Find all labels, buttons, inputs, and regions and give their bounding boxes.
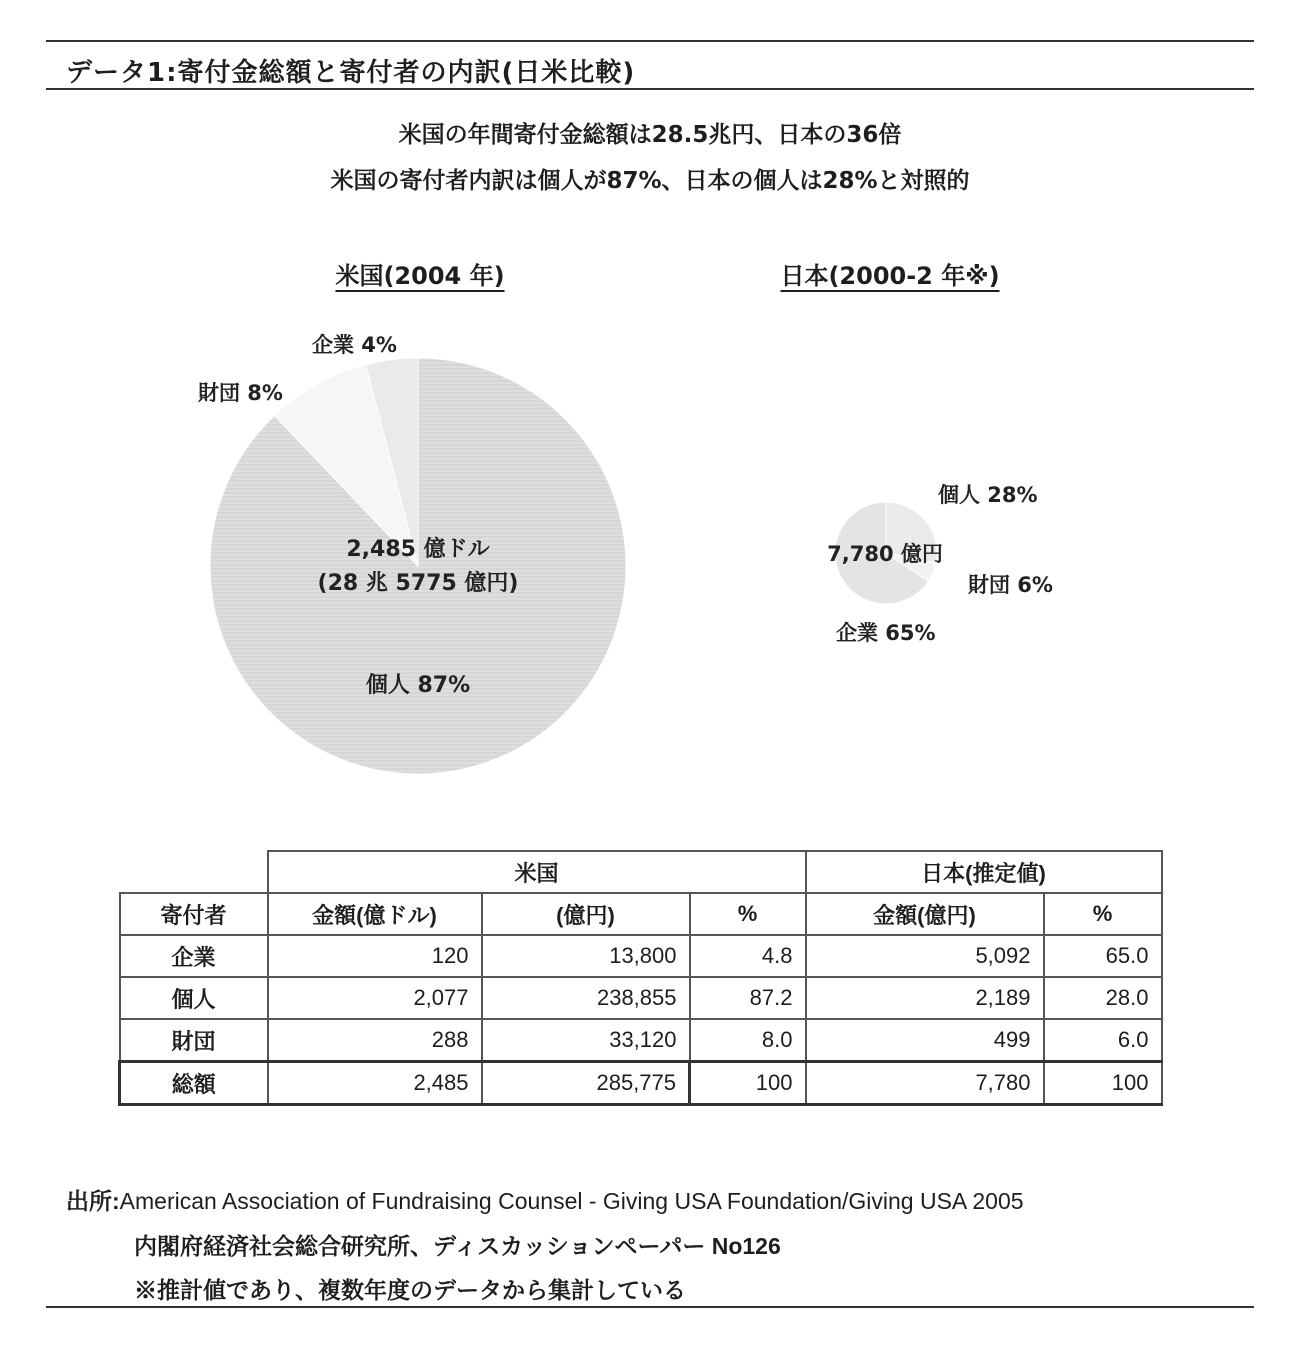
us-center-label-1: 2,485 億ドル (346, 537, 490, 562)
cell: 2,189 (806, 977, 1044, 1019)
figure-title: データ1:寄付金総額と寄付者の内訳(日米比較) (66, 58, 636, 88)
us-pie (210, 358, 626, 774)
cell: 5,092 (806, 935, 1044, 977)
cell: 288 (268, 1019, 482, 1062)
cell: 7,780 (806, 1062, 1044, 1105)
cell: 120 (268, 935, 482, 977)
cell: 100 (690, 1062, 806, 1105)
jp-label-zaidan: 財団 6% (968, 573, 1053, 597)
headline-2: 米国の寄付者内訳は個人が87%、日本の個人は28%と対照的 (330, 168, 970, 194)
source-text-1: American Association of Fundraising Counsel - Giving USA Foundation/Giving USA 2005 (119, 1188, 1024, 1214)
us-chart-title: 米国(2004 年) (335, 262, 505, 290)
bottom-rule (46, 1306, 1254, 1308)
source-line-2: 内閣府経済社会総合研究所、ディスカッションペーパー No126 (134, 1233, 781, 1259)
us-label-kojin: 個人 87% (365, 673, 471, 698)
table-group-jp: 日本(推定値) (806, 851, 1162, 893)
table-group-us: 米国 (268, 851, 806, 893)
cell: 2,485 (268, 1062, 482, 1105)
source-line-1 (66, 1183, 1024, 1216)
table-header: % (690, 893, 806, 935)
cell: 13,800 (482, 935, 690, 977)
table-row-total (120, 1062, 1162, 1105)
cell: 6.0 (1044, 1019, 1162, 1062)
cell: 28.0 (1044, 977, 1162, 1019)
table-corner (120, 851, 268, 893)
jp-center-label: 7,780 億円 (827, 542, 943, 566)
source-label: 出所: (66, 1188, 120, 1214)
jp-label-kigyo: 企業 65% (836, 621, 936, 645)
cell: 100 (1044, 1062, 1162, 1105)
row-label: 総額 (120, 1062, 268, 1105)
cell: 33,120 (482, 1019, 690, 1062)
table-header: 金額(億ドル) (268, 893, 482, 935)
table-row (120, 1019, 1162, 1062)
table-header: 金額(億円) (806, 893, 1044, 935)
table-header: % (1044, 893, 1162, 935)
jp-label-kojin: 個人 28% (938, 483, 1038, 507)
table-header: 寄付者 (120, 893, 268, 935)
cell: 8.0 (690, 1019, 806, 1062)
cell: 65.0 (1044, 935, 1162, 977)
cell: 87.2 (690, 977, 806, 1019)
cell: 499 (806, 1019, 1044, 1062)
us-center-label-2: (28 兆 5775 億円) (317, 571, 519, 596)
row-label: 企業 (120, 935, 268, 977)
cell: 4.8 (690, 935, 806, 977)
us-label-kigyo: 企業 4% (312, 333, 397, 357)
cell: 238,855 (482, 977, 690, 1019)
jp-chart-title: 日本(2000-2 年※) (780, 262, 1000, 290)
us-label-zaidan: 財団 8% (198, 381, 283, 405)
cell: 2,077 (268, 977, 482, 1019)
row-label: 財団 (120, 1019, 268, 1062)
data-table (118, 850, 1163, 1106)
table-row (120, 977, 1162, 1019)
row-label: 個人 (120, 977, 268, 1019)
cell: 285,775 (482, 1062, 690, 1105)
source-note: ※推計値であり、複数年度のデータから集計している (134, 1277, 686, 1303)
headline-1: 米国の年間寄付金総額は28.5兆円、日本の36倍 (398, 122, 902, 148)
table-row (120, 935, 1162, 977)
table-header: (億円) (482, 893, 690, 935)
